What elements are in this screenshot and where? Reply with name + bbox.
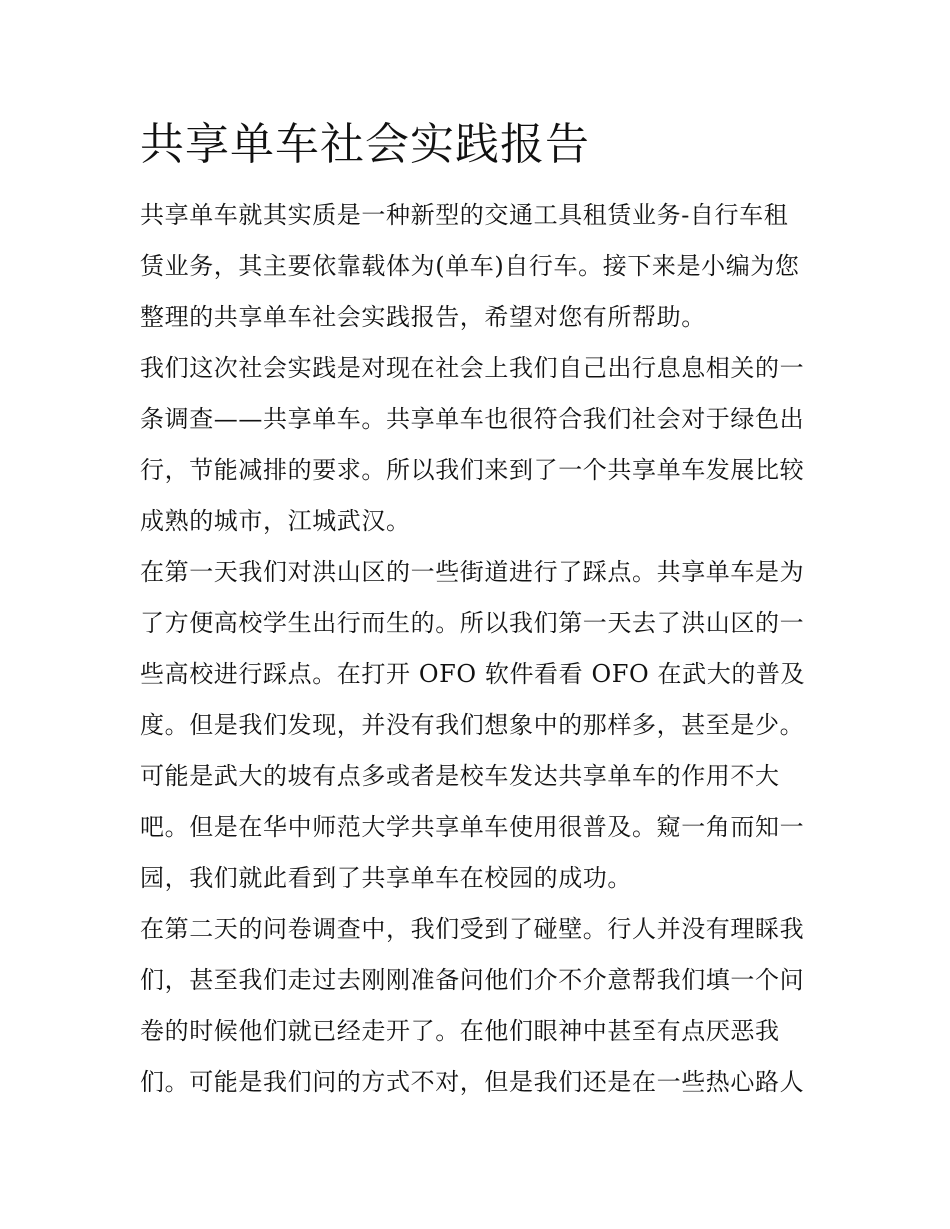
document-body	[140, 190, 812, 1108]
body-line: 吧。但是在华中师范大学共享单车使用很普及。窥一角而知一	[140, 813, 805, 841]
body-line: 共享单车就其实质是一种新型的交通工具租赁业务-自行车租	[140, 201, 789, 229]
body-line: 在第二天的问卷调查中，我们受到了碰壁。行人并没有理睬我	[140, 915, 805, 943]
body-line: 可能是武大的坡有点多或者是校车发达共享单车的作用不大	[140, 762, 780, 790]
body-line: 卷的时候他们就已经走开了。在他们眼神中甚至有点厌恶我	[140, 1017, 780, 1045]
document-page	[140, 110, 812, 1108]
body-line: 赁业务，其主要依靠载体为(单车)自行车。接下来是小编为您	[140, 252, 800, 280]
body-line: 我们这次社会实践是对现在社会上我们自己出行息息相关的一	[140, 354, 805, 382]
body-line: 了方便高校学生出行而生的。所以我们第一天去了洪山区的一	[140, 609, 805, 637]
body-line: 成熟的城市，江城武汉。	[140, 507, 411, 535]
body-line: 整理的共享单车社会实践报告，希望对您有所帮助。	[140, 303, 706, 331]
body-line: 行，节能减排的要求。所以我们来到了一个共享单车发展比较	[140, 456, 805, 484]
body-line: 园，我们就此看到了共享单车在校园的成功。	[140, 864, 632, 892]
document-title: 共享单车社会实践报告	[140, 119, 590, 170]
body-line: 在第一天我们对洪山区的一些街道进行了踩点。共享单车是为	[140, 558, 805, 586]
body-line: 度。但是我们发现，并没有我们想象中的那样多，甚至是少。	[140, 711, 805, 739]
body-line: 条调查——共享单车。共享单车也很符合我们社会对于绿色出	[140, 405, 805, 433]
body-line: 们。可能是我们问的方式不对，但是我们还是在一些热心路人	[140, 1068, 805, 1096]
body-line: 们，甚至我们走过去刚刚准备问他们介不介意帮我们填一个问	[140, 966, 805, 994]
body-line: 些高校进行踩点。在打开 OFO 软件看看 OFO 在武大的普及	[140, 660, 806, 688]
